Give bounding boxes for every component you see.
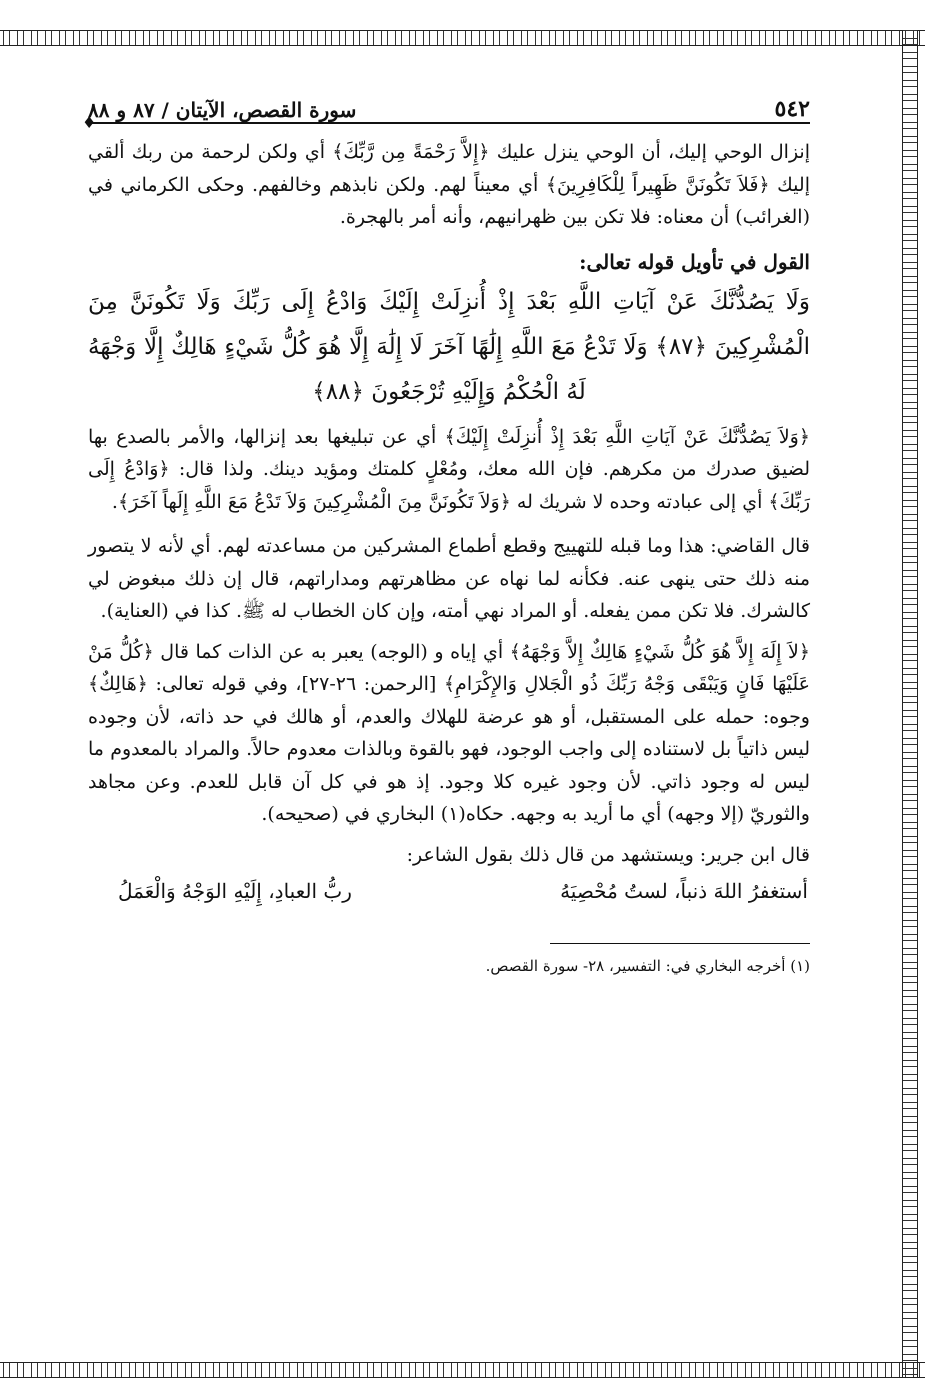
poem-hemistich-first: أستغفرُ اللهَ ذنباً، لستُ مُحْصِيَهُ <box>560 879 808 903</box>
poem-verse <box>88 871 810 911</box>
running-title: سورة القصص، الآيتان / ٨٧ و ٨٨ <box>88 98 357 122</box>
footnote-divider <box>550 943 810 944</box>
decorative-border-right <box>902 30 918 1378</box>
page-number: ٥٤٢ <box>774 96 810 122</box>
paragraph-3: قال القاضي: هذا وما قبله للتهييج وقطع أطماع المشركين من مساعدته لهم. أي لأنه لا يتصور منه ذلك حتى ينهى عنه. فكأنه لما نهاه عن مظاهرتهم ومداراتهم، قال إن ذلك مبغوض لي كالشرك. فلا تكن ممن يفعله. أو المراد نهي أمته، وإن كان الخطاب له ﷺ. كذا في (العناية). <box>88 535 810 622</box>
paragraph-5: قال ابن جرير: ويستشهد من قال ذلك بقول الشاعر: <box>406 843 810 866</box>
paragraph-4: ﴿لاَ إِلَهَ إِلاَّ هُوَ كُلُّ شَيْءٍ هَالِكٌ إِلاَّ وَجْهَهُ﴾ أي إياه و (الوجه) يعبر به عن الذات كما قال ﴿كُلُّ مَنْ عَلَيْهَا فَانٍ وَيَبْقَى وَجْهُ رَبِّكَ ذُو الْجَلالِ وَالإِكْرَامِ﴾ [الرحمن: ٢٦-٢٧]، وفي قوله تعالى: ﴿هَالِكٌ﴾ وجوه: حمله على المستقبل، أو هو عرضة للهلاك والعدم، أو هالك في حد ذاته، لأن وجوده ليس ذاتياً بل لاستناده إلى واجب الوجود، فهو بالقوة وبالذات معدوم حالاً. والمراد بالمعدوم ما ليس له وجود ذاتي. لأن وجود غيره كلا وجود. إذ هو في كل آن قابل للعدم. وعن مجاهد والثوريّ (إلا وجهه) أي ما أريد به وجهه. حكاه(١) البخاري في (صحيحه). <box>88 640 810 825</box>
quran-verses: وَلَا يَصُدُّنَّكَ عَنْ آيَاتِ اللَّهِ بَعْدَ إِذْ أُنزِلَتْ إِلَيْكَ وَادْعُ إِلَى رَبِّكَ وَلَا تَكُونَنَّ مِنَ الْمُشْرِكِينَ ﴿٨٧﴾ وَلَا تَدْعُ مَعَ اللَّهِ إِلَٰهًا آخَرَ لَا إِلَٰهَ إِلَّا هُوَ كُلُّ شَيْءٍ هَالِكٌ إِلَّا وَجْهَهُ لَهُ الْحُكْمُ وَإِلَيْهِ تُرْجَعُونَ ﴿٨٨﴾ <box>88 288 811 405</box>
decorative-border-bottom <box>0 1362 925 1378</box>
paragraph-2: ﴿وَلاَ يَصُدُّنَّكَ عَنْ آيَاتِ اللَّهِ بَعْدَ إِذْ أُنزِلَتْ إِلَيْكَ﴾ أي عن تبليغها بعد إنزالها، والأمر بالصدع بها لضيق صدرك من مكرهم. فإن الله معك، ومُعْلٍ كلمتك ومؤيد دينك. ولذا قال: ﴿وَادْعُ إِلَى رَبِّكَ﴾ أي إلى عبادته وحده لا شريك له ﴿وَلاَ تَكُونَنَّ مِنَ الْمُشْرِكِينَ وَلاَ تَدْعُ مَعَ اللَّهِ إِلَهاً آخَرَ﴾. <box>88 425 810 513</box>
section-heading: القول في تأويل قوله تعالى: <box>579 249 810 274</box>
footnote: (١) أخرجه البخاري في: التفسير، ٢٨- سورة القصص. <box>485 957 810 975</box>
book-page <box>82 82 811 978</box>
page-header <box>82 82 810 132</box>
paragraph-1: إنزال الوحي إليك، أن الوحي ينزل عليك ﴿إِلاَّ رَحْمَةً مِن رَّبِّكَ﴾ أي ولكن لرحمة من ربك ألقي إليك ﴿فَلاَ تَكُونَنَّ ظَهِيراً لِلْكَافِرِينَ﴾ أي معيناً لهم. ولكن نابذهم وخالفهم. وحكى الكرماني في (الغرائب) أن معناه: فلا تكن بين ظهرانيهم، وأنه أمر بالهجرة. <box>88 141 810 228</box>
header-ornament-icon: ♦ <box>82 113 97 132</box>
poem-hemistich-second: ربُّ العبادِ، إِلَيْهِ الوَجْهُ وَالْعَمَلُ <box>118 879 352 903</box>
decorative-border-top <box>0 30 925 46</box>
